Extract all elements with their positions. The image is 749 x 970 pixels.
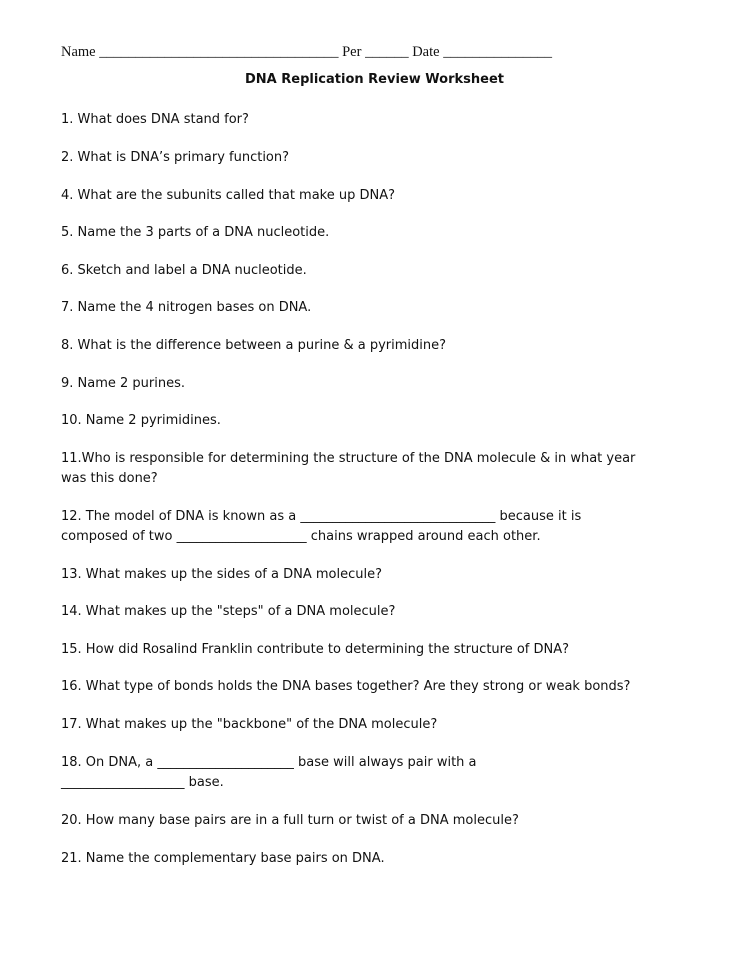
question-11-text-line1: 11.Who is responsible for determining the structure of the DNA molecule & in what year	[61, 451, 636, 466]
question-9	[61, 374, 691, 394]
question-7	[61, 298, 691, 318]
question-10-text: 10. Name 2 pyrimidines.	[61, 413, 221, 428]
worksheet-header: Name _________________________________ Per ______ Date _______________	[61, 44, 552, 60]
question-5	[61, 223, 691, 243]
question-21	[61, 849, 691, 869]
question-6-text: 6. Sketch and label a DNA nucleotide.	[61, 263, 307, 278]
question-9-text: 9. Name 2 purines.	[61, 376, 186, 391]
question-5-text: 5. Name the 3 parts of a DNA nucleotide.	[61, 225, 330, 240]
question-13	[61, 565, 691, 585]
question-12-text-line2: composed of two ____________________ chains wrapped around each other.	[61, 529, 541, 544]
question-4-text: 4. What are the subunits called that make up DNA?	[61, 188, 396, 203]
question-1-text: 1. What does DNA stand for?	[61, 112, 249, 127]
question-18-text-line2: ___________________ base.	[61, 775, 224, 790]
question-12-text-line1: 12. The model of DNA is known as a ______________________________ because it is	[61, 509, 582, 524]
question-11	[61, 449, 691, 489]
question-13-text: 13. What makes up the sides of a DNA molecule?	[61, 567, 382, 582]
question-12	[61, 507, 691, 547]
question-17-text: 17. What makes up the "backbone" of the DNA molecule?	[61, 717, 438, 732]
question-8-text: 8. What is the difference between a purine & a pyrimidine?	[61, 338, 447, 353]
question-20-text: 20. How many base pairs are in a full turn or twist of a DNA molecule?	[61, 813, 519, 828]
page-title: DNA Replication Review Worksheet	[245, 72, 504, 87]
question-14-text: 14. What makes up the "steps" of a DNA molecule?	[61, 604, 396, 619]
question-15-text: 15. How did Rosalind Franklin contribute to determining the structure of DNA?	[61, 642, 570, 657]
question-2	[61, 148, 691, 168]
question-6	[61, 261, 691, 281]
question-17	[61, 715, 691, 735]
question-14	[61, 602, 691, 622]
question-10	[61, 411, 691, 431]
question-18-text-line1: 18. On DNA, a _____________________ base will always pair with a	[61, 755, 477, 770]
question-16-text: 16. What type of bonds holds the DNA bases together? Are they strong or weak bonds?	[61, 679, 631, 694]
question-15	[61, 640, 691, 660]
question-2-text: 2. What is DNA’s primary function?	[61, 150, 290, 165]
question-21-text: 21. Name the complementary base pairs on DNA.	[61, 851, 385, 866]
question-4	[61, 186, 691, 206]
question-11-text-line2: was this done?	[61, 471, 158, 486]
question-1	[61, 110, 691, 130]
question-18	[61, 753, 691, 793]
question-8	[61, 336, 691, 356]
question-7-text: 7. Name the 4 nitrogen bases on DNA.	[61, 300, 312, 315]
question-16	[61, 677, 691, 697]
question-20	[61, 811, 691, 831]
